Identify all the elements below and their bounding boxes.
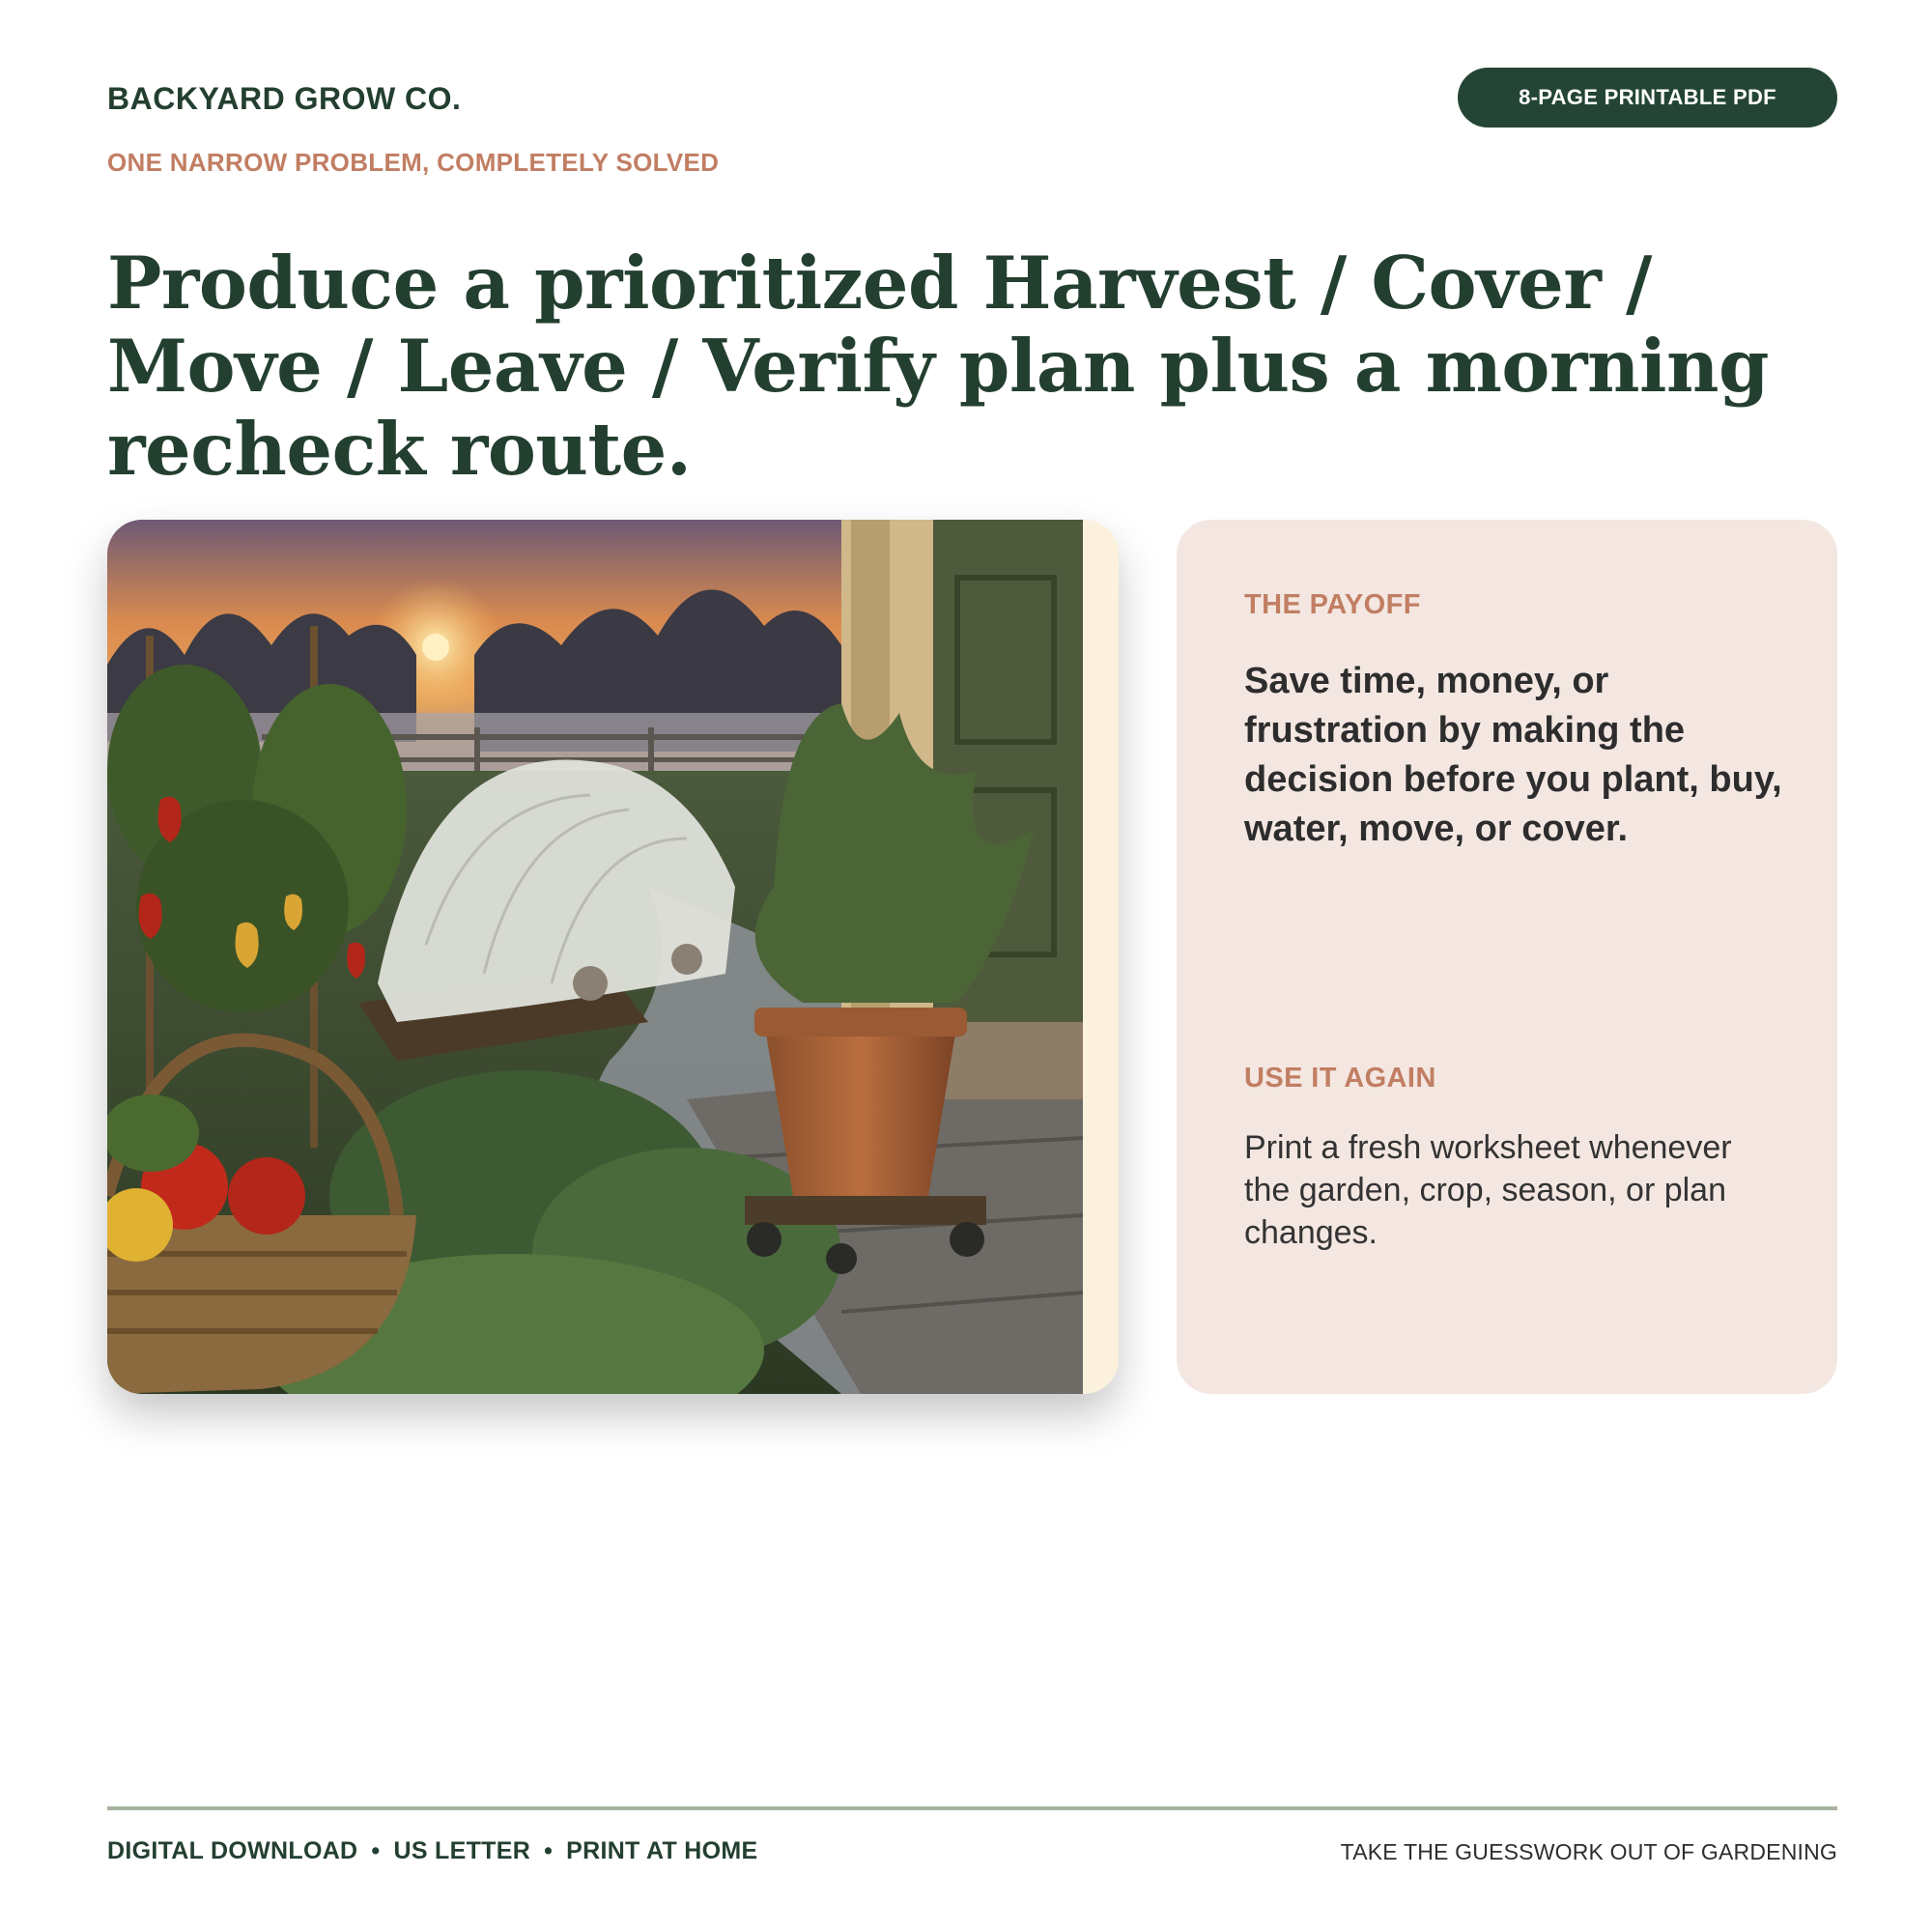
hero-illustration xyxy=(107,520,1119,1394)
footer-item-print-at-home: PRINT AT HOME xyxy=(566,1837,758,1864)
info-panel xyxy=(1177,520,1837,1394)
payoff-text: Save time, money, or frustration by making the decision before you plant, buy, water, move, or cover. xyxy=(1244,661,1782,849)
footer-features xyxy=(107,1837,757,1865)
brand-name: BACKYARD GROW CO. xyxy=(107,81,462,116)
payoff-label: THE PAYOFF xyxy=(1244,589,1421,620)
headline: Produce a prioritized Harvest / Cover / Move / Leave / Verify plan plus a morning recheck route. xyxy=(107,241,1769,492)
use-again-text: Print a fresh worksheet whenever the garden, crop, season, or plan changes. xyxy=(1244,1129,1732,1251)
page-count-badge: 8-PAGE PRINTABLE PDF xyxy=(1458,68,1837,128)
footer-slogan: TAKE THE GUESSWORK OUT OF GARDENING xyxy=(1340,1839,1837,1864)
footer-item-us-letter: US LETTER xyxy=(393,1837,531,1864)
use-again-label: USE IT AGAIN xyxy=(1244,1063,1436,1094)
footer-item-digital-download: DIGITAL DOWNLOAD xyxy=(107,1837,358,1864)
footer-separator: • xyxy=(371,1837,381,1864)
footer-divider xyxy=(107,1806,1837,1810)
tagline: ONE NARROW PROBLEM, COMPLETELY SOLVED xyxy=(107,148,720,177)
footer-separator: • xyxy=(544,1837,554,1864)
